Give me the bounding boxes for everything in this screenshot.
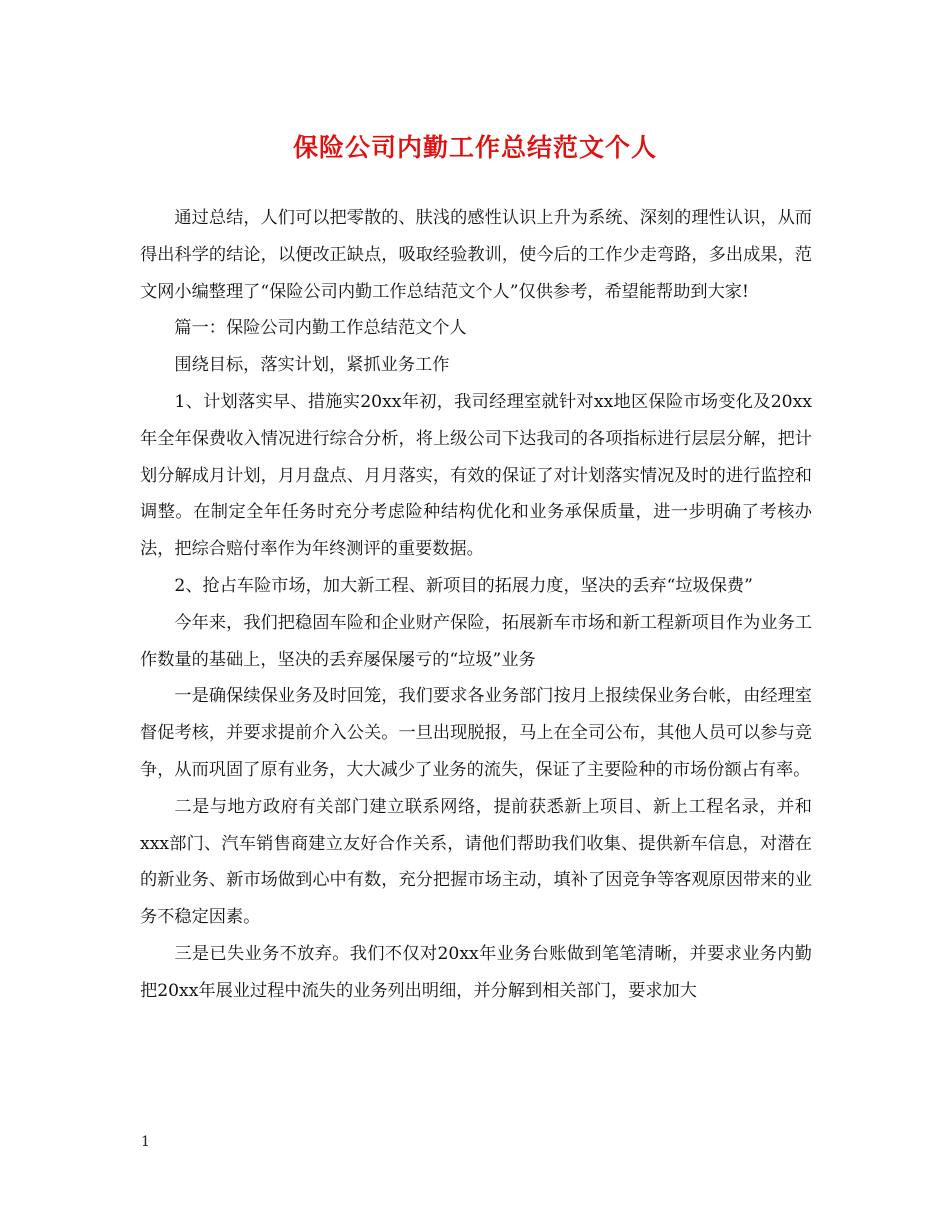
paragraph-point-two: 二是与地方政府有关部门建立联系网络，提前获悉新上项目、新上工程名录，并和xxx部门、汽车销售商建立友好合作关系，请他们帮助我们收集、提供新车信息，对潜在的新业务、新市场做到心中有数，充分把握市场主动，填补了因竞争等客观原因带来的业务不稳定因素。: [140, 796, 812, 928]
paragraph-intro: 通过总结，人们可以把零散的、肤浅的感性认识上升为系统、深刻的理性认识，从而得出科学的结论，以便改正缺点，吸取经验教训，使今后的工作少走弯路，多出成果，范文网小编整理了“保险公司内勤工作总结范文个人”仅供参考，希望能帮助到大家!: [140, 208, 812, 302]
paragraph-this-year: 今年来，我们把稳固车险和企业财产保险，拓展新车市场和新工程新项目作为业务工作数量的基础上，坚决的丢弃屡保屡亏的“垃圾”业务: [140, 612, 812, 670]
paragraph-item-2: 2、抢占车险市场，加大新工程、新项目的拓展力度，坚决的丢弃“垃圾保费”: [174, 575, 753, 596]
document-title: 保险公司内勤工作总结范文个人: [292, 133, 657, 162]
paragraph-subheading: 围绕目标，落实计划，紧抓业务工作: [174, 355, 450, 376]
document-body: [140, 200, 812, 1010]
page-number: 1: [141, 1134, 150, 1150]
paragraph-point-three: 三是已失业务不放弃。我们不仅对20xx年业务台账做到笔笔清晰，并要求业务内勤把20xx年展业过程中流失的业务列出明细，并分解到相关部门，要求加大: [140, 943, 812, 1001]
paragraph-point-one: 一是确保续保业务及时回笼，我们要求各业务部门按月上报续保业务台帐，由经理室督促考核，并要求提前介入公关。一旦出现脱报，马上在全司公布，其他人员可以参与竞争，从而巩固了原有业务，大大减少了业务的流失，保证了主要险种的市场份额占有率。: [140, 686, 812, 780]
paragraph-item-1: 1、计划落实早、措施实20xx年初，我司经理室就针对xx地区保险市场变化及20xx年全年保费收入情况进行综合分析，将上级公司下达我司的各项指标进行层层分解，把计划分解成月计划，月月盘点、月月落实，有效的保证了对计划落实情况及时的进行监控和调整。在制定全年任务时充分考虑险种结构优化和业务承保质量，进一步明确了考核办法，把综合赔付率作为年终测评的重要数据。: [140, 391, 812, 560]
paragraph-section-heading: 篇一：保险公司内勤工作总结范文个人: [174, 318, 467, 339]
